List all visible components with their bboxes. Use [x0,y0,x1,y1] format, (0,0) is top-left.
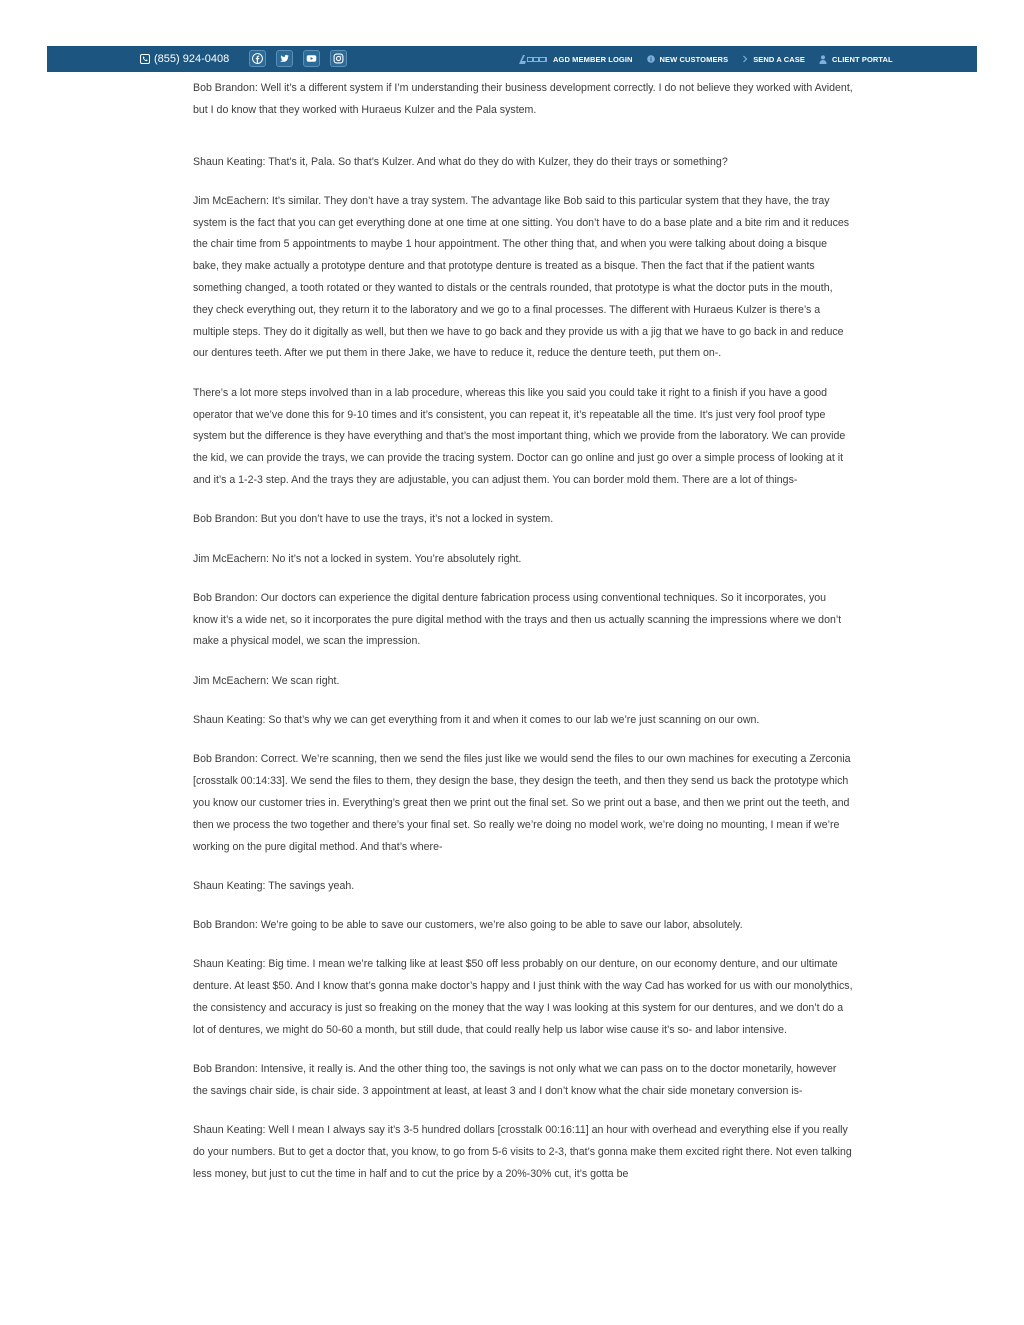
transcript-paragraph: Bob Brandon: Correct. We’re scanning, then we send the files just like we would send the files to our own machines for executing a Zerconia [crosstalk 00:14:33]. We send the files to them, they design the base, they design the teeth, and then they send us back the prototype which you know our customer tries in. Everything’s great then we print out the final set. So we print out a base, and then we print out the teeth, and then we process the two together and there’s your final set. So really we’re doing no model work, we’re doing no mounting, I mean if we’re working on the pure digital method. And that’s where- [193,753,851,853]
transcript-paragraph: Shaun Keating: Well I mean I always say it’s 3-5 hundred dollars [crosstalk 00:16:11] an hour with overhead and everything else if you really do your numbers. But to get a doctor that, you know, to go from 5-6 visits to 2-3, that’s gonna make them excited right there. Not even talking less money, but just to cut the time in half and to cut the price by a 20%-30% cut, it’s gotta be [193,1124,852,1180]
transcript-body [193,78,853,1203]
client-portal-label: CLIENT PORTAL [832,54,893,64]
chevron-right-icon [742,55,748,63]
send-a-case-label: SEND A CASE [753,54,805,64]
transcript-paragraph: There’s a lot more steps involved than in a lab procedure, whereas this like you said you could take it right to a finish if you have a good operator that we’ve done this for 9-10 times and it’s consistent, you can repeat it, it’s repeatable all the time. It’s just very fool proof type system but the difference is they have everything and that’s the most important thing, which we provide from the laboratory. We can provide the kid, we can provide the trays, we can provide the tracing system. Doctor can go online and just go over a simple process of looking at it and it’s a 1-2-3 step. And the trays they are adjustable, you can adjust them. You can border mold them. There are a lot of things- [193,386,846,486]
instagram-icon [333,53,344,64]
phone-link[interactable] [140,46,229,72]
agd-logo-icon [519,55,547,64]
phone-number: (855) 924-0408 [154,53,230,65]
twitter-icon [279,53,290,64]
transcript-paragraph: Shaun Keating: That’s it, Pala. So that’s Kulzer. And what do they do with Kulzer, they do their trays or something? [193,155,728,168]
facebook-link[interactable] [249,50,266,67]
agd-member-login-label: AGD MEMBER LOGIN [553,54,633,64]
social-links [249,50,347,67]
transcript-paragraph: Bob Brandon: Our doctors can experience the digital denture fabrication process using conventional techniques. So it incorporates, you know it’s a wide net, so it incorporates the pure digital method with the trays and then us actually scanning the impressions where we don’t make a physical model, we scan the impression. [193,591,842,648]
transcript-paragraph: Bob Brandon: Intensive, it really is. And the other thing too, the savings is not only what we can pass on to the doctor monetarily, however the savings chair side, is chair side. 3 appointment at least, at least 3 and I don’t know what the chair side monetary conversion is- [193,1063,837,1097]
facebook-icon [252,53,263,64]
send-a-case-link[interactable] [742,55,805,64]
youtube-link[interactable] [303,50,320,67]
transcript-paragraph: Shaun Keating: The savings yeah. [193,879,355,892]
transcript-paragraph: Bob Brandon: But you don’t have to use the trays, it’s not a locked in system. [193,513,554,526]
new-customers-link[interactable] [647,55,729,64]
twitter-link[interactable] [276,50,293,67]
transcript-paragraph: Jim McEachern: No it’s not a locked in system. You’re absolutely right. [193,552,522,565]
info-icon [647,55,655,63]
header-nav [519,46,907,72]
youtube-icon [306,53,317,64]
new-customers-label: NEW CUSTOMERS [659,54,729,64]
transcript-paragraph: Shaun Keating: So that’s why we can get everything from it and when it comes to our lab we’re just scanning on our own. [193,714,760,727]
phone-icon [140,54,150,64]
top-bar [47,46,977,72]
transcript-paragraph: Bob Brandon: Well it’s a different system if I’m understanding their business development correctly. I do not believe they worked with Avident, but I do know that they worked with Huraeus Kulzer and the Pala system. [193,82,853,116]
transcript-paragraph: Jim McEachern: We scan right. [193,674,340,687]
transcript-paragraph: Bob Brandon: We’re going to be able to save our customers, we’re also going to be able to save our labor, absolutely. [193,919,743,932]
agd-member-login-link[interactable] [519,55,633,64]
transcript-paragraph: Jim McEachern: It’s similar. They don’t have a tray system. The advantage like Bob said to this particular system that they have, the tray system is the fact that you can get everything done at one time at one sitting. You don’t have to do a base plate and a bite rim and it reduces the chair time from 5 appointments to maybe 1 hour appointment. The other thing that, and when you were talking about doing a bisque bake, they make actually a prototype denture and that prototype denture is treated as a bisque. Then the fact that if the patient wants something changed, a tooth rotated or they wanted to distals or the centrals rounded, that prototype is what the doctor puts in the mouth, they check everything out, they return it to the laboratory and we go to a final processes. The different with Huraeus Kulzer is there’s a multiple steps. They do it digitally as well, but then we have to go back and they provide us with a jig that we have to go back in and reduce our dentures teeth. After we put them in there Jake, we have to reduce it, reduce the denture teeth, put them on-. [193,194,850,360]
transcript-paragraph: Shaun Keating: Big time. I mean we’re talking like at least $50 off less probably on our denture, on our economy denture, and our ultimate denture. At least $50. And I know that’s gonna make doctor’s happy and I just think with the way Cad has worked for us with our monolythics, the consistency and accuracy is just so freaking on the money that the way I was looking at this system for our dentures, and we don’t do a lot of dentures, we might do 50-60 a month, but still dude, that could really help us labor wise cause it’s so- and labor intensive. [193,958,853,1036]
client-portal-link[interactable] [819,55,893,64]
user-icon [819,55,827,64]
instagram-link[interactable] [330,50,347,67]
